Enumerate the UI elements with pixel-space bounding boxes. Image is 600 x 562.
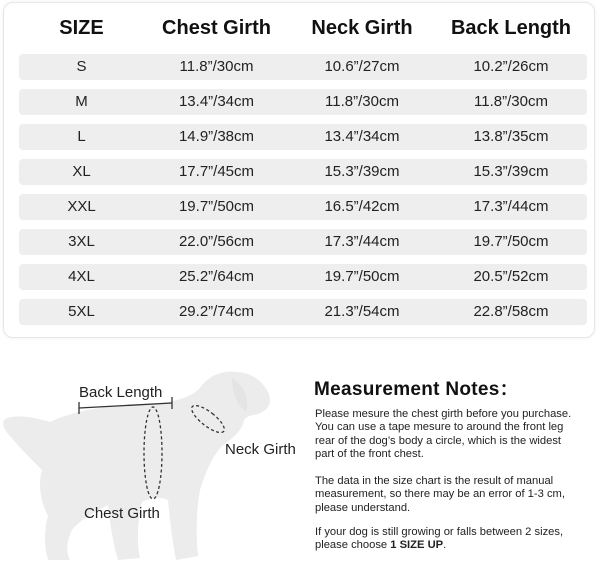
back-length-cell: 15.3”/39cm [473,163,549,180]
neck-girth-cell: 19.7”/50cm [324,268,400,285]
notes-text: please choose [315,539,391,552]
notes-line: You can use a tape mesure to around the front leg [315,421,564,434]
notes-line: The data in the size chart is the result of manual [315,475,554,487]
notes-line: Please mesure the chest girth before you purchase. [315,408,572,420]
notes-line [315,539,600,552]
size-cell: L [77,128,86,145]
size-cell: XL [72,163,91,180]
neck-girth-cell: 10.6”/27cm [324,58,400,75]
back-length-cell: 10.2”/26cm [473,58,549,75]
size-cell: 4XL [68,268,95,285]
table-row [19,264,587,290]
back-length-cell: 13.8”/35cm [473,128,549,145]
table-row [19,299,587,325]
notes-line: measurement, so there may be an error of 1-3 cm, [315,488,565,501]
notes-title: Measurement Notes： [314,379,519,400]
back-length-label: Back Length [79,384,163,401]
header-chest-girth: Chest Girth [162,17,271,39]
neck-girth-cell: 13.4”/34cm [324,128,400,145]
back-length-cell: 17.3”/44cm [473,198,549,215]
chest-girth-cell: 13.4”/34cm [178,93,255,110]
table-row [19,159,587,185]
notes-paragraph-3 [315,526,600,553]
size-cell: S [76,58,87,75]
table-row [19,124,587,150]
chest-girth-cell: 25.2”/64cm [178,268,255,285]
chest-girth-cell: 29.2”/74cm [178,303,255,320]
back-length-cell: 22.8”/58cm [473,303,549,320]
notes-text: . [443,539,447,552]
notes-line: If your dog is still growing or falls between 2 sizes, [315,526,564,538]
notes-line: rear of the dog’s body a circle, which is the widest [315,434,562,447]
size-chart-card [3,2,595,338]
back-length-cell: 11.8”/30cm [474,93,548,110]
chest-girth-label: Chest Girth [84,505,160,522]
notes-line: part of the front chest. [315,448,424,461]
neck-girth-cell: 16.5”/42cm [324,198,400,215]
neck-girth-label: Neck Girth [225,441,296,458]
size-cell: XXL [67,198,96,215]
chest-girth-cell: 19.7”/50cm [178,198,255,215]
header-neck-girth: Neck Girth [311,17,413,39]
chest-girth-cell: 14.9”/38cm [178,128,255,145]
back-length-cell: 20.5”/52cm [473,268,549,285]
notes-line: please understand. [315,501,411,514]
header-back-length: Back Length [450,17,572,39]
notes-paragraph-2 [315,475,600,515]
neck-girth-cell: 15.3”/39cm [324,163,400,180]
table-row [19,229,587,255]
table-row [19,194,587,220]
chest-girth-cell: 17.7”/45cm [178,163,255,180]
neck-girth-cell: 21.3”/54cm [324,303,400,320]
header-size: SIZE [59,17,104,39]
size-cell: 5XL [68,303,95,320]
table-row [19,89,587,115]
chest-girth-cell: 11.8”/30cm [179,58,254,75]
size-up-emphasis: 1 SIZE UP [390,539,444,552]
size-cell: M [75,93,88,110]
back-length-cell: 19.7”/50cm [473,233,549,250]
size-cell: 3XL [68,233,95,250]
chest-girth-cell: 22.0”/56cm [178,233,255,250]
table-row [19,54,587,80]
neck-girth-cell: 17.3”/44cm [324,233,400,250]
neck-girth-cell: 11.8”/30cm [325,93,399,110]
notes-paragraph-1 [315,408,600,462]
